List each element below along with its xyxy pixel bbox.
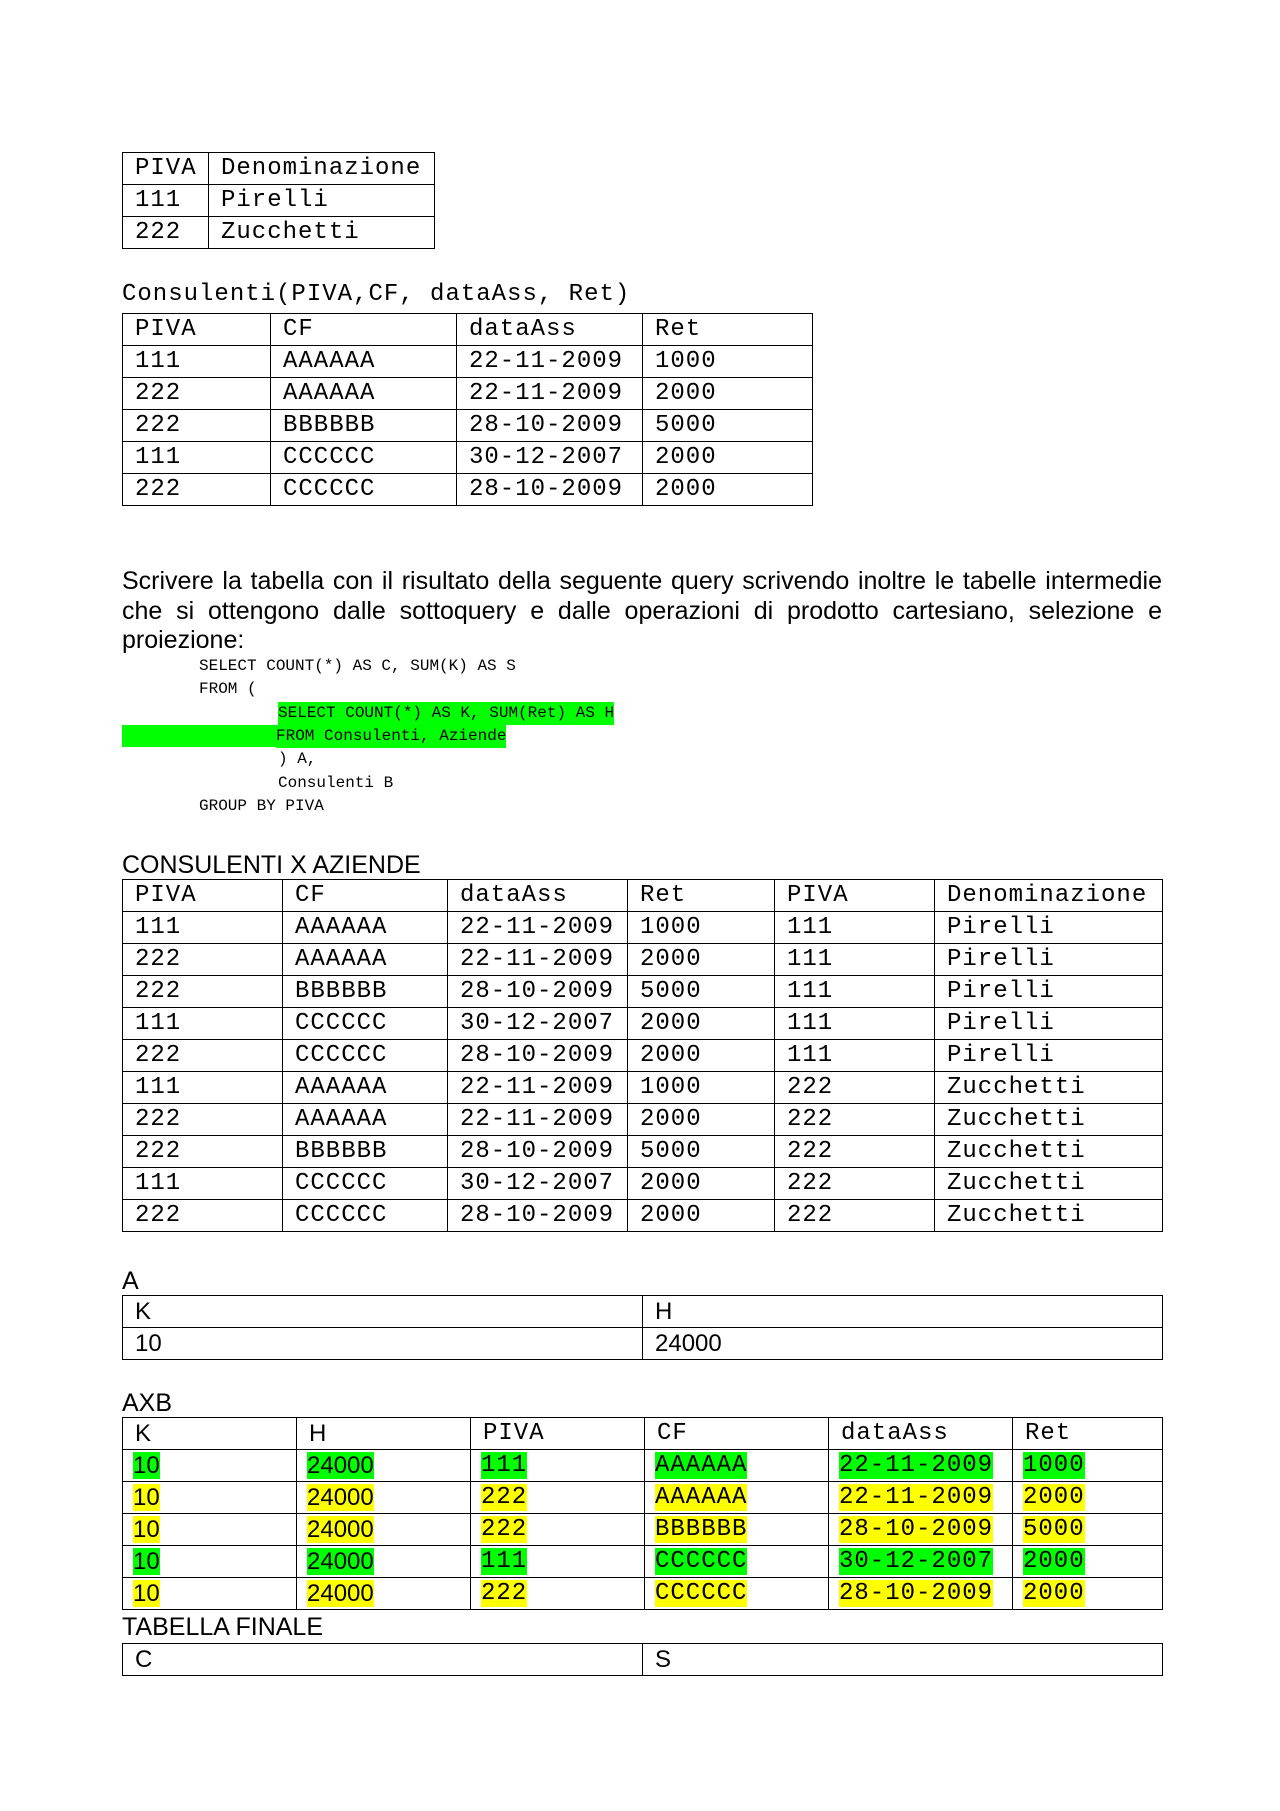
table-row [123,410,813,442]
query-line-highlighted: SELECT COUNT(*) AS K, SUM(Ret) AS H [278,702,614,725]
table-cell [123,1578,297,1610]
table-cell: 222 [123,217,209,249]
table-cell [123,1546,297,1578]
table-cell: CCCCCC [283,1040,448,1072]
table-row [123,474,813,506]
table-cell: 22-11-2009 [448,1072,628,1104]
table-axb [122,1417,1163,1610]
table-header-cell: PIVA [123,880,283,912]
table-cell: Pirelli [935,944,1163,976]
table-row [123,1328,1163,1360]
table-cell: CCCCCC [283,1200,448,1232]
highlighted-value: 24000 [307,1451,374,1479]
table-header-row [123,314,813,346]
query-line: SELECT COUNT(*) AS C, SUM(K) AS S [199,657,516,675]
table-cell: 30-12-2007 [448,1008,628,1040]
table-cell: 30-12-2007 [448,1168,628,1200]
product-caption: CONSULENTI X AZIENDE [122,851,421,879]
highlighted-value: 10 [133,1547,160,1575]
table-header-cell: K [123,1418,297,1450]
table-header-cell: PIVA [123,314,271,346]
table-cell: AAAAAA [283,944,448,976]
query-highlight-bar [122,725,278,747]
table-cell: 111 [775,976,935,1008]
table-header-row [123,1644,1163,1676]
table-cell: 111 [123,1168,283,1200]
table-cell: 222 [123,944,283,976]
table-header-cell: Denominazione [209,153,435,185]
table-cell [297,1514,471,1546]
table-cell: Pirelli [935,1008,1163,1040]
table-cell: Pirelli [935,976,1163,1008]
table-row [123,1104,1163,1136]
table-header-cell: H [643,1296,1163,1328]
table-header-row [123,1296,1163,1328]
table-header-cell: Ret [628,880,775,912]
table-cell: Pirelli [209,185,435,217]
table-cell: AAAAAA [271,346,457,378]
table-cell: 2000 [628,1168,775,1200]
table-header-cell: dataAss [457,314,643,346]
table-row [123,912,1163,944]
table-cell [297,1546,471,1578]
table-cell: 2000 [628,1200,775,1232]
table-cell [645,1450,829,1482]
table-cell: 222 [123,378,271,410]
table-cell [471,1450,645,1482]
table-cell: 111 [123,1008,283,1040]
table-cell [471,1578,645,1610]
table-cell: 22-11-2009 [457,378,643,410]
table-cell: 111 [775,944,935,976]
table-cell: 28-10-2009 [457,410,643,442]
table-row [123,1040,1163,1072]
table-cell: 222 [123,1104,283,1136]
highlighted-value: 222 [481,1484,528,1511]
table-cell [471,1514,645,1546]
table-header-cell: PIVA [471,1418,645,1450]
highlighted-value: 111 [481,1452,528,1479]
table-cell: CCCCCC [283,1168,448,1200]
table-header-cell: dataAss [448,880,628,912]
table-header-cell: CF [283,880,448,912]
table-cell: 30-12-2007 [457,442,643,474]
table-row [123,1482,1163,1514]
table-cell: 1000 [628,1072,775,1104]
table-cell: 10 [123,1328,643,1360]
table-cell [297,1578,471,1610]
table-cell [1013,1482,1163,1514]
table-header-cell: Denominazione [935,880,1163,912]
highlighted-value: 2000 [1023,1484,1085,1511]
table-cell: 28-10-2009 [448,976,628,1008]
table-axb-body [123,1418,1163,1610]
table-cell [297,1450,471,1482]
table-row [123,976,1163,1008]
table-cell: 2000 [628,1008,775,1040]
query-line: Consulenti B [278,774,394,792]
table-cell: AAAAAA [283,1104,448,1136]
highlighted-value: 111 [481,1548,528,1575]
query-line: FROM ( [199,680,257,698]
final-table-caption: TABELLA FINALE [122,1613,324,1641]
table-cell: 22-11-2009 [448,1104,628,1136]
highlighted-value: 10 [133,1451,160,1479]
highlighted-value: 1000 [1023,1452,1085,1479]
table-cell: 222 [123,410,271,442]
table-axb-caption: AXB [122,1389,173,1417]
query-line: GROUP BY PIVA [199,797,324,815]
table-cell [829,1450,1013,1482]
table-cell: 111 [775,1008,935,1040]
table-row [123,1168,1163,1200]
highlighted-value: CCCCCC [655,1548,748,1575]
table-cell [829,1482,1013,1514]
table-header-cell: Ret [1013,1418,1163,1450]
table-cell: 28-10-2009 [448,1040,628,1072]
table-cell: 222 [123,474,271,506]
table-row [123,217,435,249]
highlighted-value: 222 [481,1516,528,1543]
query-line-highlighted: FROM Consulenti, Aziende [276,725,506,748]
table-row [123,944,1163,976]
table-cell [123,1514,297,1546]
table-cell: 1000 [628,912,775,944]
table-cell: 222 [775,1200,935,1232]
table-header-cell: Ret [643,314,813,346]
highlighted-value: 22-11-2009 [839,1452,994,1479]
table-cell: Zucchetti [935,1168,1163,1200]
highlighted-value: 24000 [307,1515,374,1543]
table-cell [1013,1546,1163,1578]
table-cell: 2000 [628,1104,775,1136]
table-cell: Pirelli [935,912,1163,944]
highlighted-value: 24000 [307,1579,374,1607]
table-cell: 2000 [643,378,813,410]
table-cell: CCCCCC [271,474,457,506]
table-header-cell: K [123,1296,643,1328]
table-cell: 111 [123,1072,283,1104]
table-row [123,1200,1163,1232]
highlighted-value: CCCCCC [655,1580,748,1607]
query-line: ) A, [278,750,317,768]
table-cell: 111 [775,912,935,944]
table-cell: 222 [123,976,283,1008]
table-row [123,378,813,410]
table-header-row [123,1418,1163,1450]
highlighted-value: AAAAAA [655,1484,748,1511]
aziende-table [122,152,435,249]
table-cell: Pirelli [935,1040,1163,1072]
table-cell: 24000 [643,1328,1163,1360]
consulenti-caption: Consulenti(PIVA,CF, dataAss, Ret) [122,281,631,308]
table-cell [123,1482,297,1514]
table-cell [645,1578,829,1610]
table-cell: 222 [775,1136,935,1168]
table-header-cell: H [297,1418,471,1450]
table-cell [471,1482,645,1514]
table-cell [297,1482,471,1514]
highlighted-value: 222 [481,1580,528,1607]
consulenti-table [122,313,813,506]
table-cell [829,1578,1013,1610]
table-row [123,1072,1163,1104]
table-cell: 111 [123,912,283,944]
table-header-cell: S [643,1644,1163,1676]
table-cell: 111 [775,1040,935,1072]
final-table [122,1643,1163,1676]
table-cell: BBBBBB [283,976,448,1008]
table-cell: 222 [123,1136,283,1168]
highlighted-value: 28-10-2009 [839,1516,994,1543]
table-cell: 2000 [643,474,813,506]
table-cell: AAAAAA [283,1072,448,1104]
table-a [122,1295,1163,1360]
table-cell: Zucchetti [209,217,435,249]
highlighted-value: 30-12-2007 [839,1548,994,1575]
table-cell [829,1514,1013,1546]
table-cell: 5000 [643,410,813,442]
table-header-row [123,880,1163,912]
table-cell: 111 [123,185,209,217]
table-cell: Zucchetti [935,1200,1163,1232]
highlighted-value: 10 [133,1483,160,1511]
table-cell: 222 [775,1168,935,1200]
table-cell: AAAAAA [283,912,448,944]
table-cell: 111 [123,346,271,378]
table-cell: Zucchetti [935,1136,1163,1168]
table-cell: 5000 [628,976,775,1008]
table-cell [1013,1514,1163,1546]
table-cell [829,1546,1013,1578]
table-header-cell: CF [271,314,457,346]
instructions-paragraph: Scrivere la tabella con il risultato della seguente query scrivendo inoltre le tabelle intermedie che si ottengono dalle sottoquery e dalle operazioni di prodotto cartesiano, selezione e proiezione: [122,567,1162,654]
table-row [123,346,813,378]
highlighted-value: 24000 [307,1547,374,1575]
table-cell: 111 [123,442,271,474]
table-header-cell: dataAss [829,1418,1013,1450]
table-header-cell: PIVA [123,153,209,185]
table-cell: 22-11-2009 [457,346,643,378]
highlighted-value: 2000 [1023,1580,1085,1607]
table-cell: 222 [775,1072,935,1104]
highlighted-value: BBBBBB [655,1516,748,1543]
table-row [123,185,435,217]
table-cell: 2000 [628,1040,775,1072]
table-cell: 28-10-2009 [457,474,643,506]
table-cell: 22-11-2009 [448,944,628,976]
highlighted-value: 24000 [307,1483,374,1511]
highlighted-value: 28-10-2009 [839,1580,994,1607]
table-row [123,1136,1163,1168]
table-a-caption: A [122,1267,139,1295]
highlighted-value: 5000 [1023,1516,1085,1543]
table-cell [645,1514,829,1546]
table-cell: Zucchetti [935,1104,1163,1136]
highlighted-value: 2000 [1023,1548,1085,1575]
table-cell: 222 [123,1200,283,1232]
table-row [123,1008,1163,1040]
table-row [123,1514,1163,1546]
highlighted-value: 10 [133,1515,160,1543]
table-cell: 222 [775,1104,935,1136]
table-cell [123,1450,297,1482]
table-row [123,442,813,474]
table-header-cell: C [123,1644,643,1676]
table-cell: BBBBBB [283,1136,448,1168]
table-cell [645,1546,829,1578]
table-cell: 28-10-2009 [448,1136,628,1168]
highlighted-value: 10 [133,1579,160,1607]
table-cell [471,1546,645,1578]
table-row [123,1546,1163,1578]
table-header-cell: CF [645,1418,829,1450]
table-cell: 2000 [643,442,813,474]
product-table [122,879,1163,1232]
table-cell: CCCCCC [283,1008,448,1040]
table-cell: 1000 [643,346,813,378]
highlighted-value: 22-11-2009 [839,1484,994,1511]
table-cell [1013,1450,1163,1482]
table-cell: 22-11-2009 [448,912,628,944]
table-cell: 28-10-2009 [448,1200,628,1232]
table-row [123,1578,1163,1610]
table-row [123,1450,1163,1482]
table-cell: 222 [123,1040,283,1072]
table-cell: 2000 [628,944,775,976]
table-cell: 5000 [628,1136,775,1168]
product-table-body [123,880,1163,1232]
table-cell: CCCCCC [271,442,457,474]
table-cell: BBBBBB [271,410,457,442]
table-cell [1013,1578,1163,1610]
table-cell: AAAAAA [271,378,457,410]
table-header-row [123,153,435,185]
table-header-cell: PIVA [775,880,935,912]
table-cell: Zucchetti [935,1072,1163,1104]
table-cell [645,1482,829,1514]
highlighted-value: AAAAAA [655,1452,748,1479]
